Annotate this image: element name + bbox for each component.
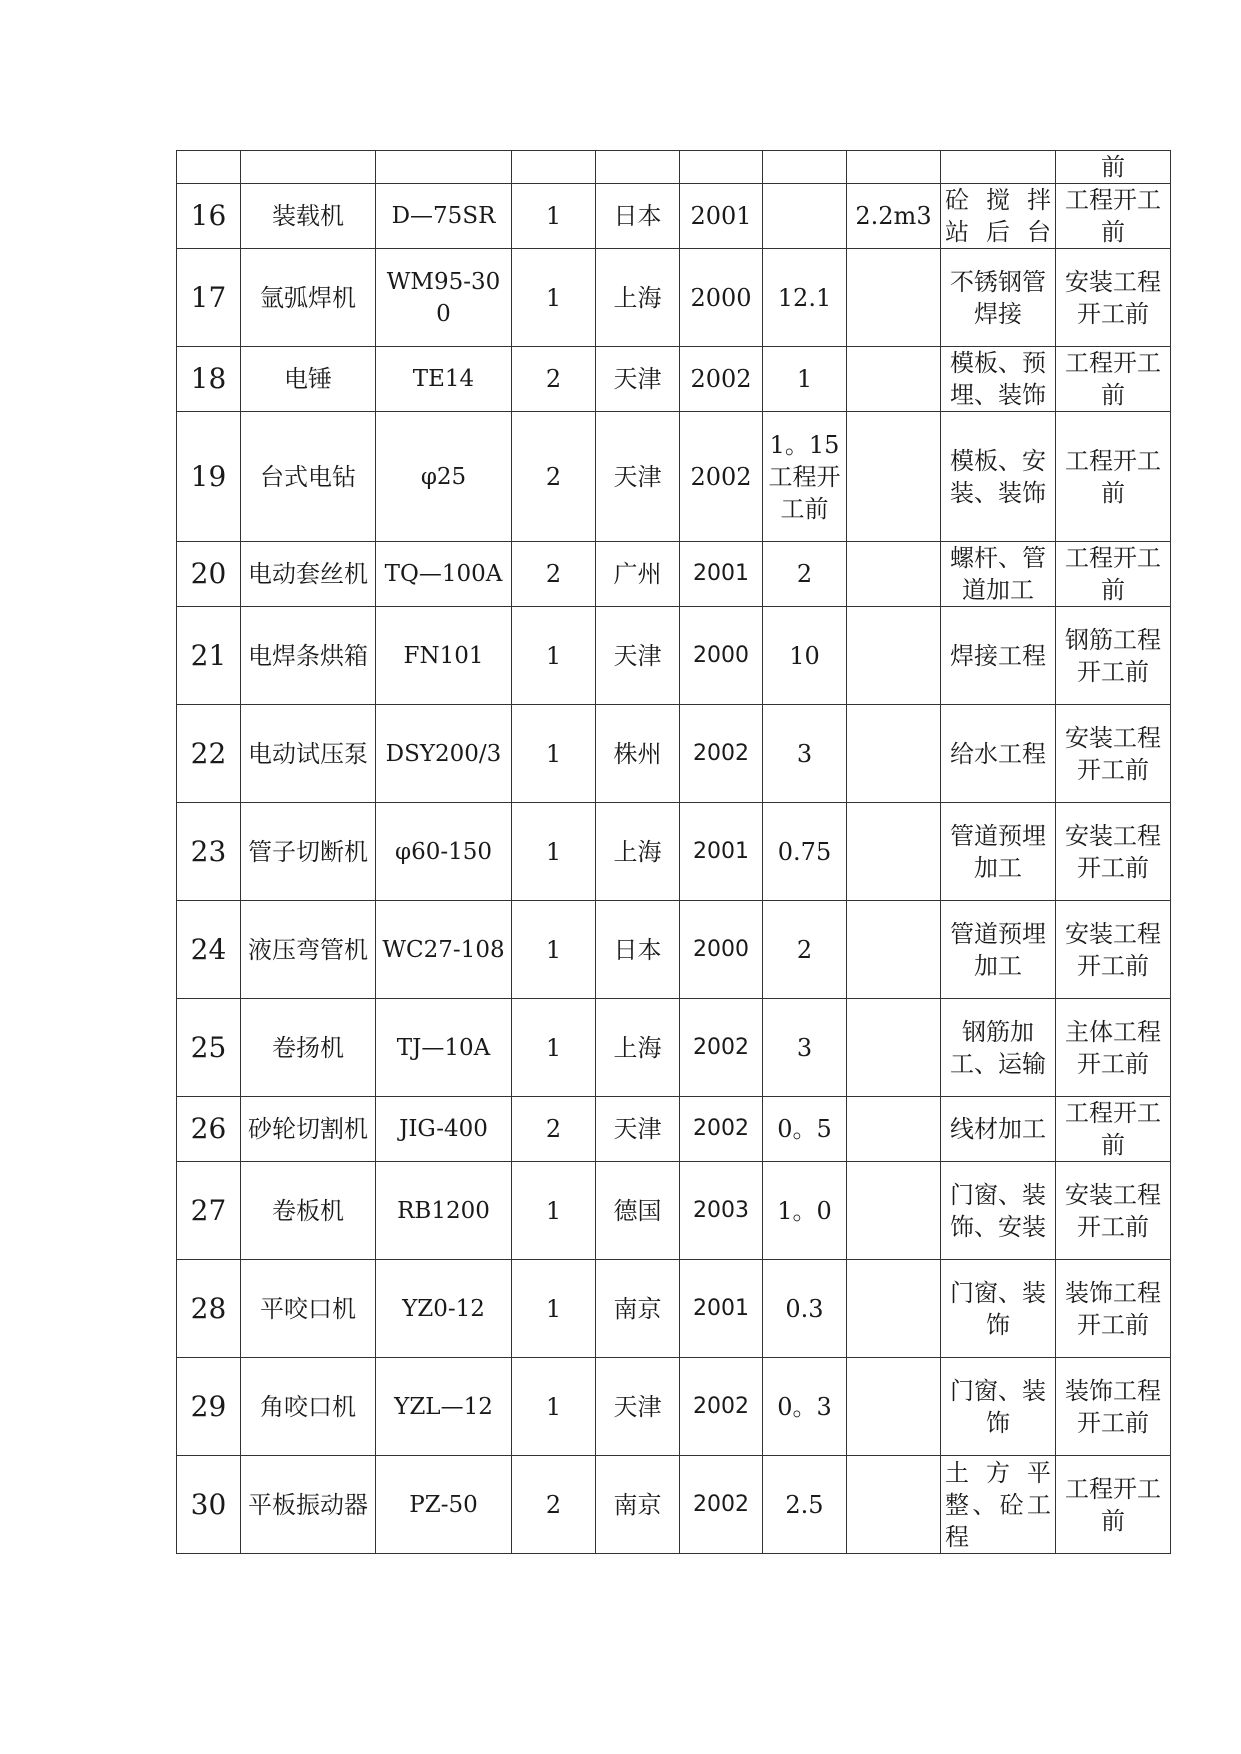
cell-capacity [847, 1162, 941, 1260]
cell-capacity [847, 412, 941, 542]
cell-power: 1。15工程开工前 [763, 412, 847, 542]
cell-use: 管道预埋加工 [941, 901, 1056, 999]
table-row [177, 705, 1171, 803]
cell-name: 电焊条烘箱 [241, 607, 376, 705]
cell-year: 2000 [680, 901, 763, 999]
cell-use: 不锈钢管焊接 [941, 249, 1056, 347]
cell-origin [596, 151, 680, 184]
cell-year: 2002 [680, 705, 763, 803]
cell-capacity [847, 151, 941, 184]
cell-use: 焊接工程 [941, 607, 1056, 705]
cell-name: 砂轮切割机 [241, 1097, 376, 1162]
cell-model: TQ—100A [376, 542, 512, 607]
cell-no: 21 [177, 607, 241, 705]
cell-year: 2001 [680, 542, 763, 607]
cell-power: 2 [763, 542, 847, 607]
cell-time: 装饰工程开工前 [1056, 1358, 1171, 1456]
cell-power: 3 [763, 999, 847, 1097]
cell-model: YZL—12 [376, 1358, 512, 1456]
cell-origin: 日本 [596, 184, 680, 249]
cell-no: 19 [177, 412, 241, 542]
cell-qty: 1 [512, 705, 596, 803]
cell-year: 2003 [680, 1162, 763, 1260]
cell-capacity [847, 901, 941, 999]
cell-time: 工程开工前 [1056, 184, 1171, 249]
cell-capacity [847, 1260, 941, 1358]
cell-power: 0.75 [763, 803, 847, 901]
cell-qty: 2 [512, 542, 596, 607]
cell-use: 模板、安装、装饰 [941, 412, 1056, 542]
cell-origin: 上海 [596, 999, 680, 1097]
cell-model: JIG-400 [376, 1097, 512, 1162]
cell-capacity [847, 999, 941, 1097]
cell-time: 工程开工前 [1056, 1456, 1171, 1554]
cell-origin: 天津 [596, 1097, 680, 1162]
cell-year: 2002 [680, 1097, 763, 1162]
cell-time: 工程开工前 [1056, 347, 1171, 412]
cell-year [680, 151, 763, 184]
cell-use: 给水工程 [941, 705, 1056, 803]
cell-year: 2000 [680, 249, 763, 347]
cell-qty: 2 [512, 347, 596, 412]
table-row [177, 151, 1171, 184]
table-row [177, 542, 1171, 607]
cell-model: TJ—10A [376, 999, 512, 1097]
cell-qty: 1 [512, 1260, 596, 1358]
cell-time: 工程开工前 [1056, 1097, 1171, 1162]
cell-capacity [847, 347, 941, 412]
cell-model [376, 151, 512, 184]
cell-capacity [847, 803, 941, 901]
cell-time: 装饰工程开工前 [1056, 1260, 1171, 1358]
cell-origin: 日本 [596, 901, 680, 999]
cell-model: RB1200 [376, 1162, 512, 1260]
cell-year: 2001 [680, 1260, 763, 1358]
cell-no: 24 [177, 901, 241, 999]
cell-use [941, 151, 1056, 184]
cell-no: 18 [177, 347, 241, 412]
cell-model: TE14 [376, 347, 512, 412]
cell-no: 20 [177, 542, 241, 607]
cell-power [763, 151, 847, 184]
cell-model: WM95-300 [376, 249, 512, 347]
cell-qty [512, 151, 596, 184]
cell-no: 23 [177, 803, 241, 901]
cell-use: 模板、预埋、装饰 [941, 347, 1056, 412]
cell-origin: 天津 [596, 1358, 680, 1456]
cell-capacity [847, 1358, 941, 1456]
cell-no: 25 [177, 999, 241, 1097]
cell-origin: 天津 [596, 412, 680, 542]
cell-name: 电动试压泵 [241, 705, 376, 803]
cell-year: 2002 [680, 1358, 763, 1456]
cell-name: 电锤 [241, 347, 376, 412]
table-row [177, 1358, 1171, 1456]
table-row [177, 999, 1171, 1097]
cell-name: 装载机 [241, 184, 376, 249]
cell-qty: 1 [512, 249, 596, 347]
cell-origin: 广州 [596, 542, 680, 607]
cell-use: 线材加工 [941, 1097, 1056, 1162]
cell-capacity: 2.2m3 [847, 184, 941, 249]
table-row [177, 1260, 1171, 1358]
cell-use: 砼 搅 拌站后台 [941, 184, 1056, 249]
cell-time: 前 [1056, 151, 1171, 184]
cell-no: 28 [177, 1260, 241, 1358]
cell-power: 0。3 [763, 1358, 847, 1456]
cell-time: 安装工程开工前 [1056, 803, 1171, 901]
cell-year: 2000 [680, 607, 763, 705]
table-row [177, 249, 1171, 347]
table-body [177, 151, 1171, 1554]
cell-year: 2001 [680, 184, 763, 249]
table-row [177, 607, 1171, 705]
cell-power: 1。0 [763, 1162, 847, 1260]
cell-no: 17 [177, 249, 241, 347]
cell-capacity [847, 607, 941, 705]
cell-qty: 1 [512, 901, 596, 999]
cell-no: 30 [177, 1456, 241, 1554]
cell-time: 安装工程开工前 [1056, 901, 1171, 999]
cell-power: 0.3 [763, 1260, 847, 1358]
cell-power: 1 [763, 347, 847, 412]
cell-no: 22 [177, 705, 241, 803]
cell-name: 角咬口机 [241, 1358, 376, 1456]
cell-name: 管子切断机 [241, 803, 376, 901]
cell-use: 门窗、装饰、安装 [941, 1162, 1056, 1260]
cell-qty: 1 [512, 607, 596, 705]
cell-name: 氩弧焊机 [241, 249, 376, 347]
cell-model: YZ0-12 [376, 1260, 512, 1358]
cell-model: FN101 [376, 607, 512, 705]
cell-qty: 1 [512, 999, 596, 1097]
cell-year: 2001 [680, 803, 763, 901]
cell-no: 26 [177, 1097, 241, 1162]
equipment-table [176, 150, 1171, 1554]
cell-name [241, 151, 376, 184]
cell-origin: 天津 [596, 607, 680, 705]
cell-power: 2 [763, 901, 847, 999]
cell-model: WC27-108 [376, 901, 512, 999]
table-row [177, 901, 1171, 999]
cell-origin: 上海 [596, 249, 680, 347]
cell-power: 3 [763, 705, 847, 803]
cell-capacity [847, 705, 941, 803]
cell-qty: 2 [512, 1097, 596, 1162]
cell-model: D—75SR [376, 184, 512, 249]
cell-time: 工程开工前 [1056, 412, 1171, 542]
table-row [177, 1097, 1171, 1162]
cell-power: 10 [763, 607, 847, 705]
cell-name: 平板振动器 [241, 1456, 376, 1554]
cell-use: 门窗、装饰 [941, 1358, 1056, 1456]
cell-origin: 德国 [596, 1162, 680, 1260]
table-row [177, 803, 1171, 901]
cell-no: 16 [177, 184, 241, 249]
table-row [177, 1162, 1171, 1260]
cell-capacity [847, 1097, 941, 1162]
cell-year: 2002 [680, 999, 763, 1097]
cell-qty: 1 [512, 1162, 596, 1260]
cell-origin: 上海 [596, 803, 680, 901]
cell-model: φ25 [376, 412, 512, 542]
table-row [177, 1456, 1171, 1554]
cell-model: PZ-50 [376, 1456, 512, 1554]
cell-capacity [847, 1456, 941, 1554]
cell-time: 主体工程开工前 [1056, 999, 1171, 1097]
cell-qty: 1 [512, 803, 596, 901]
cell-use: 螺杆、管道加工 [941, 542, 1056, 607]
cell-time: 工程开工前 [1056, 542, 1171, 607]
cell-qty: 2 [512, 412, 596, 542]
cell-origin: 南京 [596, 1456, 680, 1554]
cell-qty: 2 [512, 1456, 596, 1554]
cell-capacity [847, 249, 941, 347]
cell-no: 27 [177, 1162, 241, 1260]
cell-year: 2002 [680, 412, 763, 542]
cell-year: 2002 [680, 1456, 763, 1554]
cell-time: 安装工程开工前 [1056, 249, 1171, 347]
table-row [177, 184, 1171, 249]
cell-use: 门窗、装饰 [941, 1260, 1056, 1358]
cell-model: φ60-150 [376, 803, 512, 901]
cell-time: 钢筋工程开工前 [1056, 607, 1171, 705]
cell-no [177, 151, 241, 184]
cell-origin: 南京 [596, 1260, 680, 1358]
cell-power: 0。5 [763, 1097, 847, 1162]
cell-use: 管道预埋加工 [941, 803, 1056, 901]
cell-model: DSY200/3 [376, 705, 512, 803]
cell-name: 卷扬机 [241, 999, 376, 1097]
table-row [177, 412, 1171, 542]
table-row [177, 347, 1171, 412]
cell-origin: 株州 [596, 705, 680, 803]
cell-time: 安装工程开工前 [1056, 1162, 1171, 1260]
cell-capacity [847, 542, 941, 607]
cell-year: 2002 [680, 347, 763, 412]
cell-origin: 天津 [596, 347, 680, 412]
cell-name: 平咬口机 [241, 1260, 376, 1358]
cell-no: 29 [177, 1358, 241, 1456]
cell-name: 卷板机 [241, 1162, 376, 1260]
cell-qty: 1 [512, 1358, 596, 1456]
cell-name: 电动套丝机 [241, 542, 376, 607]
cell-name: 台式电钻 [241, 412, 376, 542]
cell-qty: 1 [512, 184, 596, 249]
cell-power: 2.5 [763, 1456, 847, 1554]
cell-use: 钢筋加工、运输 [941, 999, 1056, 1097]
cell-power [763, 184, 847, 249]
cell-use: 土 方 平整、砼工程 [941, 1456, 1056, 1554]
cell-name: 液压弯管机 [241, 901, 376, 999]
cell-power: 12.1 [763, 249, 847, 347]
cell-time: 安装工程开工前 [1056, 705, 1171, 803]
